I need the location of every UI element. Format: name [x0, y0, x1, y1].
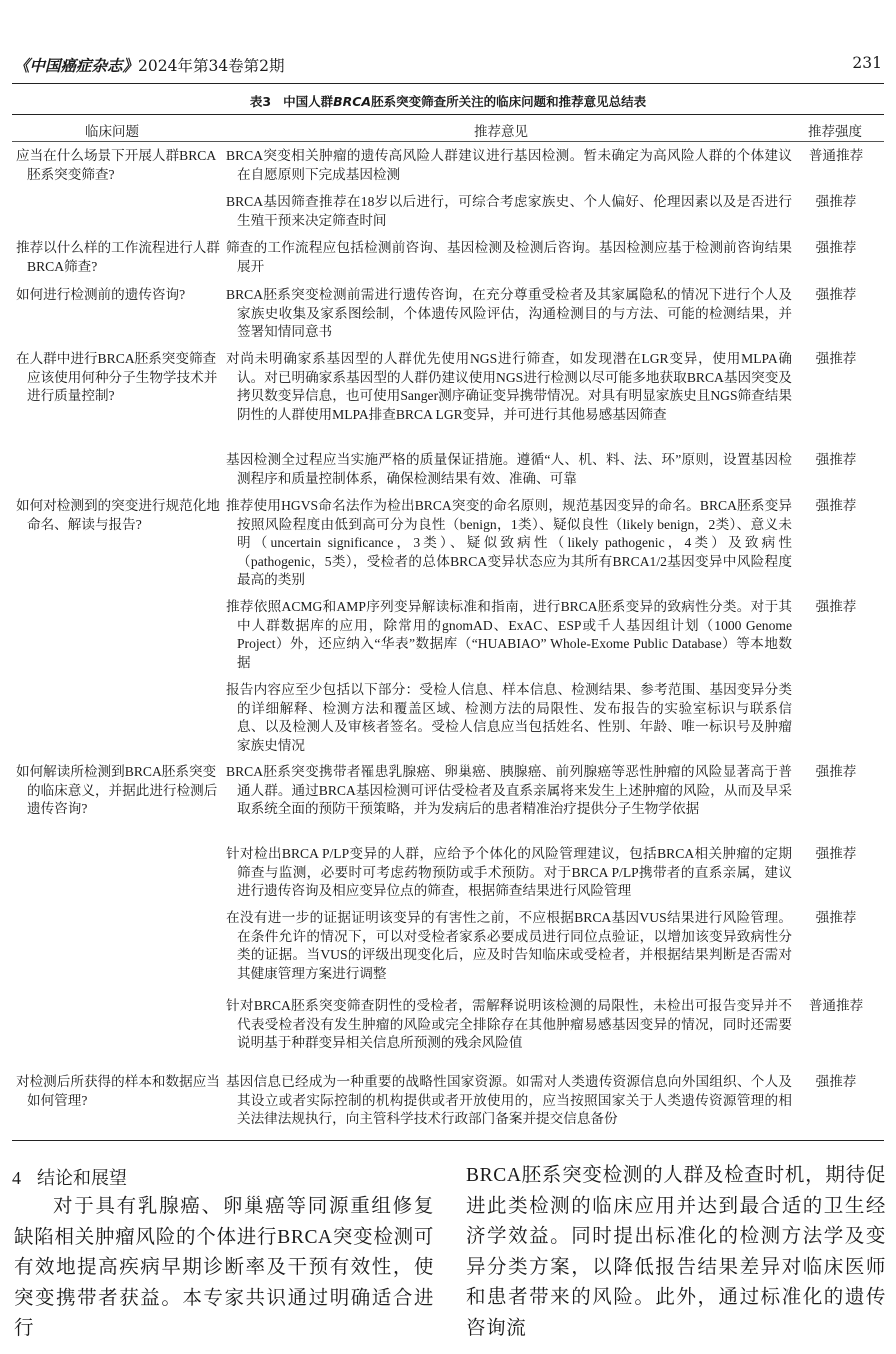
table-strength-cell: 强推荐	[815, 1074, 857, 1089]
table-strength-cell: 强推荐	[815, 910, 857, 925]
page-number: 231	[852, 54, 882, 72]
table-recommendation-cell: 报告内容应至少包括以下部分：受检人信息、样本信息、检测结果、参考范围、基因变异分类的详细解释、检测方法和覆盖区域、检测方法的局限性、发布报告的实验室标识与联系信息、以及检测人及审核者签名。受检人信息应当包括姓名、性别、年龄、唯一标识号及肿瘤家族史情况	[226, 682, 792, 753]
table-strength-cell: 强推荐	[815, 194, 857, 209]
table-recommendation-cell: 在没有进一步的证据证明该变异的有害性之前，不应根据BRCA基因VUS结果进行风险管理。在条件允许的情况下，可以对受检者家系必要成员进行同位点验证，以增加该变异致病性分类的证据。当VUS的评级出现变化后，应及时告知临床或受检者，并根据结果判断是否需对其健康管理方案进行调整	[226, 910, 792, 981]
journal-issue	[14, 54, 285, 76]
table-question-cell: 如何对检测到的突变进行规范化地命名、解读与报告?	[16, 498, 220, 532]
column-header-question: 临床问题	[85, 124, 139, 139]
table-strength-cell: 强推荐	[815, 287, 857, 302]
table-question-cell: 如何进行检测前的遗传咨询?	[16, 287, 186, 302]
table-recommendation-cell: 基因检测全过程应当实施严格的质量保证措施。遵循“人、机、料、法、环”原则，设置基因检测程序和质量控制体系，确保检测结果有效、准确、可靠	[226, 452, 792, 486]
table-recommendation-cell: BRCA基因筛查推荐在18岁以后进行，可综合考虑家族史、个人偏好、伦理因素以及是否进行生殖干预来决定筛查时间	[226, 194, 792, 228]
issue-info: 2024年第34卷第2期	[138, 57, 285, 75]
journal-title: 《中国癌症杂志》	[14, 56, 139, 75]
column-header-strength: 推荐强度	[808, 124, 862, 139]
table-recommendation-cell: 针对检出BRCA P/LP变异的人群，应给予个体化的风险管理建议，包括BRCA相关肿瘤的定期筛查与监测，必要时可考虑药物预防或手术预防。对于BRCA P/LP携带者的直系亲属，建议进行遗传咨询及相应变异位点的筛查，根据筛查结果进行风险管理	[226, 846, 792, 898]
table-question-cell: 应当在什么场景下开展人群BRCA胚系突变筛查?	[16, 148, 217, 182]
body-text-right-column: BRCA胚系突变检测的人群及检查时机，期待促进此类检测的临床应用并达到最合适的卫生经济学效益。同时提出标准化的检测方法学及变异分类方案，以降低报告结果差异对临床医师和患者带来的风险。此外，通过标准化的遗传咨询流	[466, 1165, 886, 1339]
table-top-rule	[12, 114, 884, 115]
table-strength-cell: 强推荐	[815, 452, 857, 467]
table-recommendation-cell: 针对BRCA胚系突变筛查阴性的受检者，需解释说明该检测的局限性，未检出可报告变异并不代表受检者没有发生肿瘤的风险或完全排除存在其他肿瘤易感基因变异的情况，同时还需要说明基于种群变异相关信息所预测的残余风险值	[226, 998, 792, 1050]
column-header-recommendation: 推荐意见	[474, 124, 528, 139]
caption-post: 胚系突变筛查所关注的临床问题和推荐意见总结表	[371, 94, 647, 109]
section-title: 结论和展望	[37, 1168, 127, 1188]
header-rule	[12, 83, 884, 84]
table-strength-cell: 强推荐	[815, 846, 857, 861]
running-head	[14, 54, 882, 80]
table-recommendation-cell: 基因信息已经成为一种重要的战略性国家资源。如需对人类遗传资源信息向外国组织、个人及其设立或者实际控制的机构提供或者开放使用的，应当按照国家关于人类遗传资源管理的相关法律法规执行，向主管科学技术行政部门备案并提交信息备份	[226, 1074, 792, 1126]
table-recommendation-cell: 推荐使用HGVS命名法作为检出BRCA突变的命名原则，规范基因变异的命名。BRCA胚系变异按照风险程度由低到高可分为良性（benign，1类）、疑似良性（likely benign，2类）、意义未明（uncertain significance，3类）、疑似致病性（likely pathogenic，4类）及致病性（pathogenic，5类），受检者的总体BRCA变异状态应为其所有BRCA1/2基因变异中风险程度最高的类别	[226, 498, 792, 587]
table-strength-cell: 强推荐	[815, 764, 857, 779]
section-heading	[12, 1164, 127, 1190]
table-recommendation-cell: 筛查的工作流程应包括检测前咨询、基因检测及检测后咨询。基因检测应基于检测前咨询结果展开	[226, 240, 792, 274]
table-recommendation-cell: 对尚未明确家系基因型的人群优先使用NGS进行筛查，如发现潜在LGR变异，使用MLPA确认。对已明确家系基因型的人群仍建议使用NGS进行检测以尽可能多地获取BRCA基因突变及拷贝数变异信息，也可使用Sanger测序确证变异携带情况。对具有明显家族史且NGS筛查结果阴性的人群使用MLPA排查BRCA LGR变异，并可进行其他易感基因筛查	[226, 351, 792, 422]
table-strength-cell: 强推荐	[815, 599, 857, 614]
table-question-cell: 在人群中进行BRCA胚系突变筛查应该使用何种分子生物学技术并进行质量控制?	[16, 351, 218, 403]
table-question-cell: 对检测后所获得的样本和数据应当如何管理?	[16, 1074, 220, 1108]
table-strength-cell: 普通推荐	[808, 998, 864, 1013]
section-number: 4	[12, 1168, 21, 1188]
table-question-cell: 推荐以什么样的工作流程进行人群BRCA筛查?	[16, 240, 220, 274]
table-recommendation-cell: BRCA突变相关肿瘤的遗传高风险人群建议进行基因检测。暂未确定为高风险人群的个体建议在自愿原则下完成基因检测	[226, 148, 792, 182]
table-recommendation-cell: 推荐依照ACMG和AMP序列变异解读标准和指南，进行BRCA胚系变异的致病性分类。对于其中人群数据库的应用，除常用的gnomAD、ExAC、ESP或千人基因组计划（1000 Genome Project）外，还应纳入“华表”数据库（“HUABIAO” Whole-Exome Public Database）等本地数据	[226, 599, 792, 670]
table-header-rule	[12, 141, 884, 142]
table-number: 表3	[249, 94, 272, 109]
table-bottom-rule	[12, 1140, 884, 1141]
caption-gene: BRCA	[333, 94, 372, 109]
table-strength-cell: 普通推荐	[808, 148, 864, 163]
table-recommendation-cell: BRCA胚系突变检测前需进行遗传咨询，在充分尊重受检者及其家属隐私的情况下进行个人及家族史收集及家系图绘制，个体遗传风险评估，沟通检测目的与方法、可能的检测结果，并签署知情同意书	[226, 287, 792, 339]
table-caption	[0, 92, 896, 110]
table-strength-cell: 强推荐	[815, 351, 857, 366]
caption-pre: 中国人群	[283, 94, 334, 109]
table-strength-cell: 强推荐	[815, 498, 857, 513]
body-text-left-column: 对于具有乳腺癌、卵巢癌等同源重组修复缺陷相关肿瘤风险的个体进行BRCA突变检测可有效地提高疾病早期诊断率及干预有效性，使突变携带者获益。本专家共识通过明确适合进行	[14, 1196, 434, 1340]
table-question-cell: 如何解读所检测到BRCA胚系突变的临床意义，并据此进行检测后遗传咨询?	[16, 764, 218, 816]
table-strength-cell: 强推荐	[815, 240, 857, 255]
table-recommendation-cell: BRCA胚系突变携带者罹患乳腺癌、卵巢癌、胰腺癌、前列腺癌等恶性肿瘤的风险显著高于普通人群。通过BRCA基因检测可评估受检者及直系亲属将来发生上述肿瘤的风险，从而及早采取系统全面的预防干预策略，并为发病后的患者精准治疗提供分子生物学依据	[226, 764, 792, 816]
